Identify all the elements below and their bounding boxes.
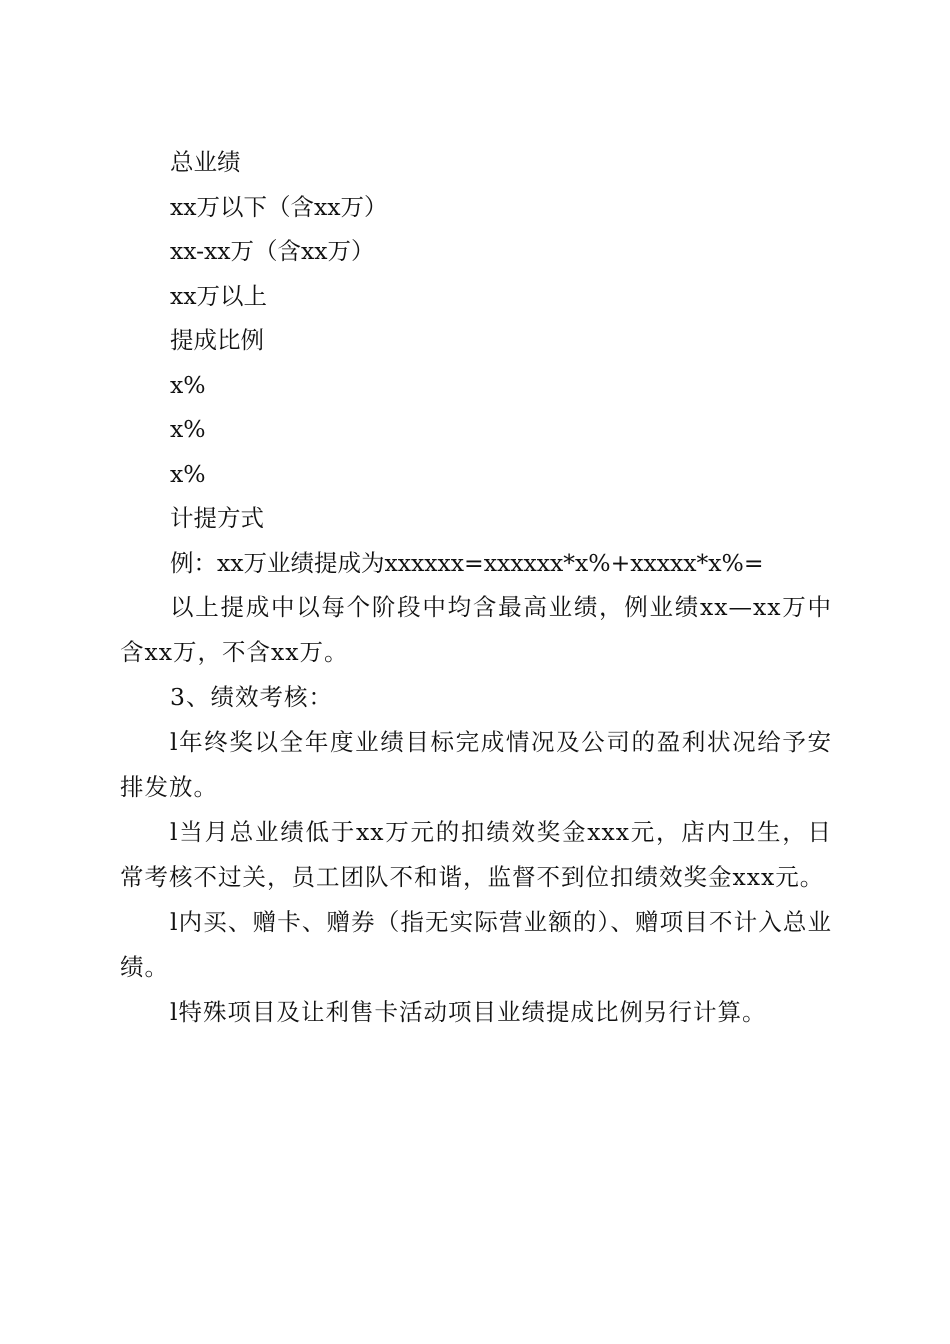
calculation-example: 例：xx万业绩提成为xxxxxx=xxxxxx*x%+xxxxx*x%= bbox=[170, 548, 764, 577]
tier-3-range: xx万以上 bbox=[170, 281, 268, 310]
paragraph-year-end-bonus: l年终奖以全年度业绩目标完成情况及公司的盈利状况给予安排发放。 bbox=[120, 728, 832, 801]
paragraph-special-items: l特殊项目及让利售卡活动项目业绩提成比例另行计算。 bbox=[170, 998, 767, 1026]
tier-1-rate: x% bbox=[170, 370, 206, 399]
paragraph-monthly-deduction: l当月总业绩低于xx万元的扣绩效奖金xxx元，店内卫生，日常考核不过关，员工团队不和谐，监督不到位扣绩效奖金xxx元。 bbox=[120, 818, 832, 891]
paragraph-tier-note: 以上提成中以每个阶段中均含最高业绩，例业绩xx—xx万中含xx万，不含xx万。 bbox=[120, 593, 832, 666]
tier-2-rate: x% bbox=[170, 415, 206, 443]
tier-1-range: xx万以下（含xx万） bbox=[170, 192, 388, 221]
table-header-commission-rate: 提成比例 bbox=[170, 326, 264, 354]
section-heading-performance-review: 3、绩效考核： bbox=[170, 683, 333, 711]
paragraph-excluded-items: l内买、赠卡、赠券（指无实际营业额的）、赠项目不计入总业绩。 bbox=[120, 908, 832, 981]
tier-2-range: xx-xx万（含xx万） bbox=[170, 237, 375, 265]
tier-3-rate: x% bbox=[170, 459, 206, 488]
document-body bbox=[120, 140, 832, 1035]
table-header-calculation-method: 计提方式 bbox=[170, 504, 264, 532]
table-header-total-performance: 总业绩 bbox=[170, 148, 241, 176]
